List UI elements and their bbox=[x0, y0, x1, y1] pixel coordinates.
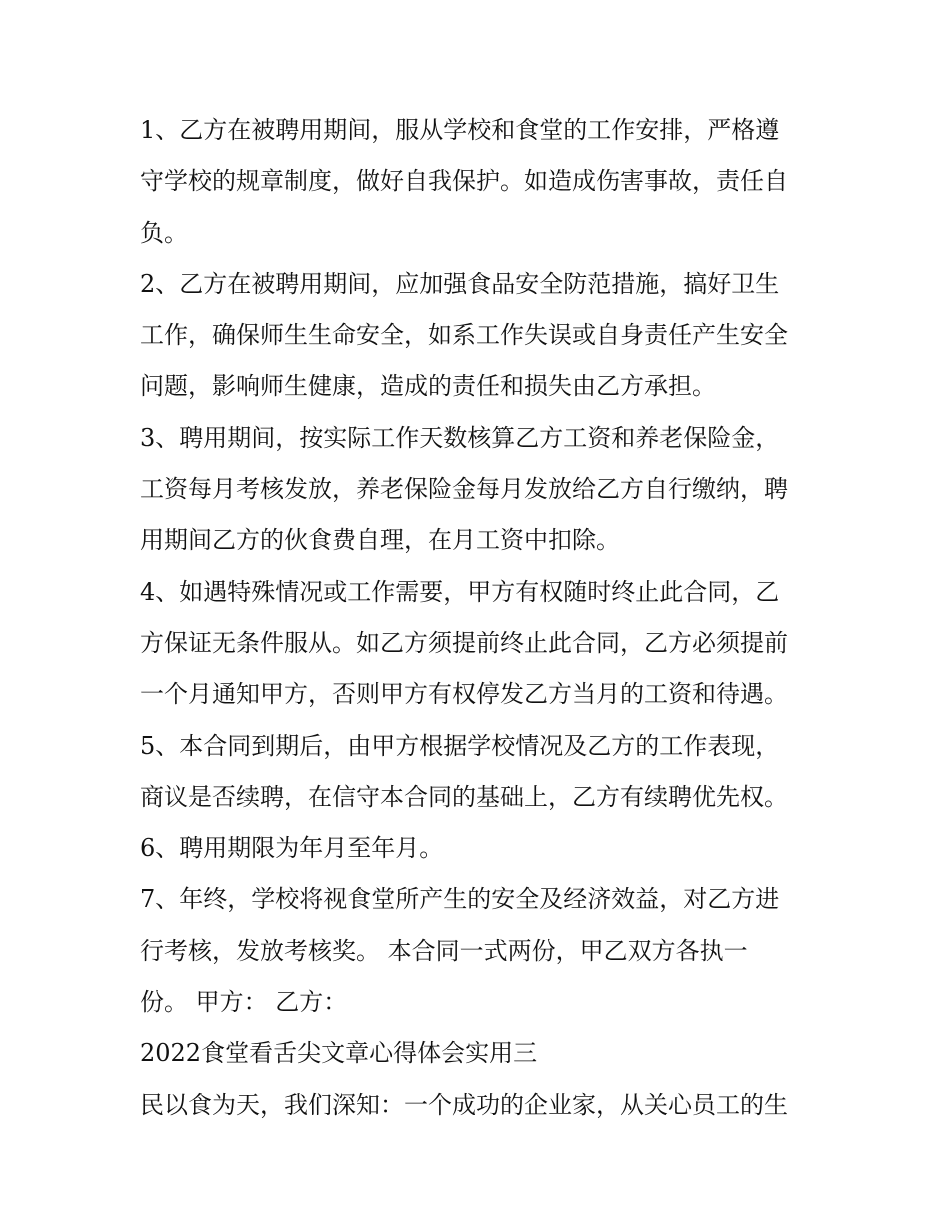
text-line: 守学校的规章制度，做好自我保护。如造成伤害事故，责任自 bbox=[140, 167, 788, 196]
text-line: 6、聘用期限为年月至年月。 bbox=[140, 834, 444, 863]
text-line: 方保证无条件服从。如乙方须提前终止此合同，乙方必须提前 bbox=[140, 628, 788, 657]
text-line: 行考核，发放考核奖。 本合同一式两份，甲乙双方各执一 bbox=[140, 936, 748, 965]
section-heading: 2022食堂看舌尖文章心得体会实用三 bbox=[140, 1039, 538, 1068]
text-line: 5、本合同到期后，由甲方根据学校情况及乙方的工作表现， bbox=[140, 731, 780, 760]
text-line: 工作，确保师生生命安全，如系工作失误或自身责任产生安全 bbox=[140, 321, 788, 350]
text-line: 1、乙方在被聘用期间，服从学校和食堂的工作安排，严格遵 bbox=[140, 116, 780, 144]
text-line: 负。 bbox=[140, 218, 188, 247]
text-line: 问题，影响师生健康，造成的责任和损失由乙方承担。 bbox=[140, 372, 716, 401]
text-line: 7、年终，学校将视食堂所产生的安全及经济效益，对乙方进 bbox=[140, 885, 780, 914]
text-line: 商议是否续聘，在信守本合同的基础上，乙方有续聘优先权。 bbox=[140, 782, 788, 811]
text-line: 用期间乙方的伙食费自理，在月工资中扣除。 bbox=[140, 526, 620, 555]
text-line: 工资每月考核发放，养老保险金每月发放给乙方自行缴纳，聘 bbox=[140, 475, 788, 504]
text-line: 一个月通知甲方，否则甲方有权停发乙方当月的工资和待遇。 bbox=[140, 680, 788, 709]
document-body bbox=[140, 105, 820, 1131]
text-line: 2、乙方在被聘用期间，应加强食品安全防范措施，搞好卫生 bbox=[140, 269, 780, 298]
text-line: 4、如遇特殊情况或工作需要，甲方有权随时终止此合同，乙 bbox=[140, 577, 780, 606]
text-line: 3、聘用期间，按实际工作天数核算乙方工资和养老保险金， bbox=[140, 423, 780, 452]
text-line: 份。 甲方： 乙方： bbox=[140, 988, 348, 1017]
text-line: 民以食为天，我们深知：一个成功的企业家，从关心员工的生 bbox=[140, 1090, 788, 1119]
